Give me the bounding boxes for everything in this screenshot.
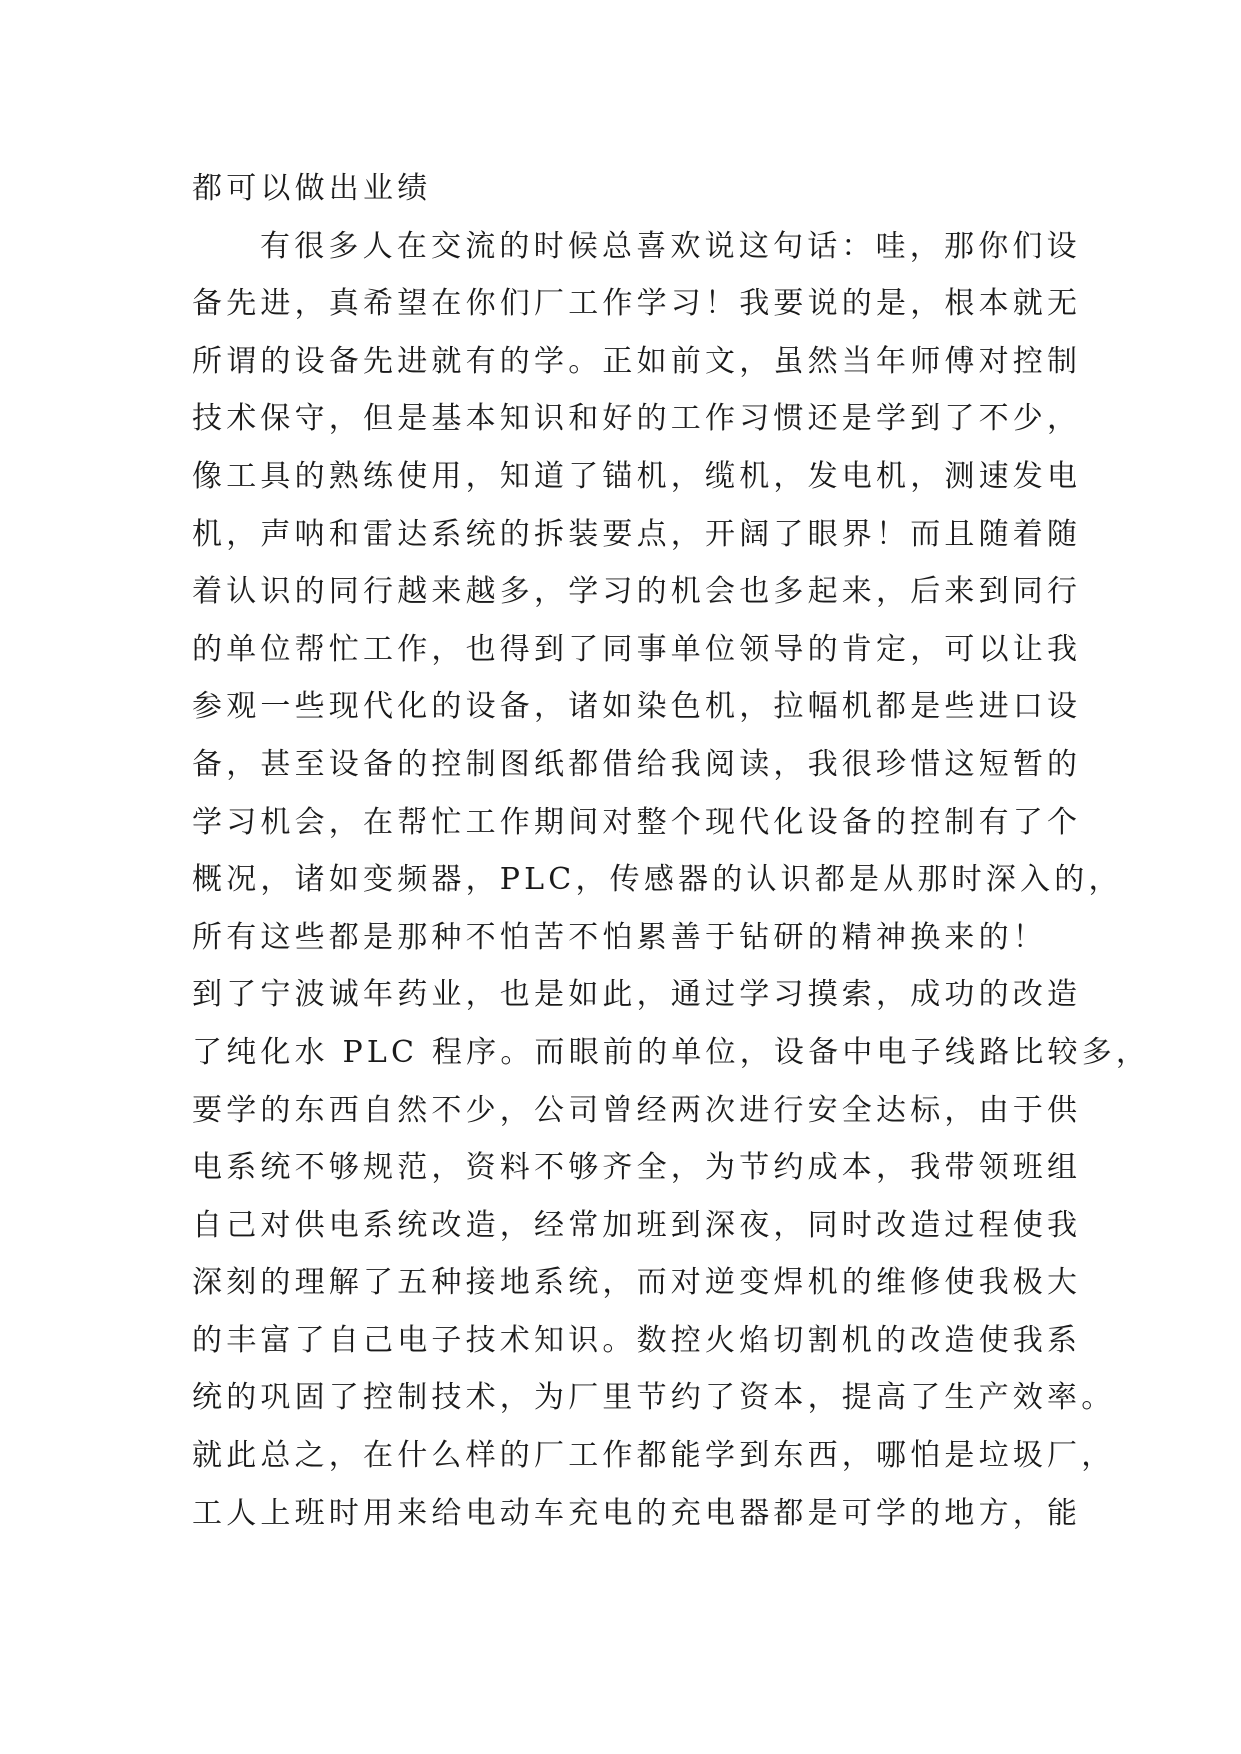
text-line: 的丰富了自己电子技术知识。数控火焰切割机的改造使我系 xyxy=(192,1322,1082,1358)
text-line: 电系统不够规范，资料不够齐全，为节约成本，我带领班组 xyxy=(192,1150,1082,1186)
text-line: 到了宁波诚年药业，也是如此，通过学习摸索，成功的改造 xyxy=(192,977,1082,1013)
text-line: 所谓的设备先进就有的学。正如前文，虽然当年师傅对控制 xyxy=(192,343,1082,379)
text-line: 就此总之，在什么样的厂工作都能学到东西，哪怕是垃圾厂， xyxy=(192,1438,1116,1474)
text-line: 机，声呐和雷达系统的拆装要点，开阔了眼界！而且随着随 xyxy=(192,516,1082,552)
text-line: 参观一些现代化的设备，诸如染色机，拉幅机都是些进口设 xyxy=(192,689,1082,725)
text-line: 统的巩固了控制技术，为厂里节约了资本，提高了生产效率。 xyxy=(192,1380,1116,1416)
text-line: 备先进，真希望在你们厂工作学习！我要说的是，根本就无 xyxy=(192,286,1082,322)
text-line: 学习机会，在帮忙工作期间对整个现代化设备的控制有了个 xyxy=(192,804,1082,840)
text-line: 着认识的同行越来越多，学习的机会也多起来，后来到同行 xyxy=(192,574,1082,610)
text-line: 概况，诸如变频器，PLC，传感器的认识都是从那时深入的， xyxy=(192,862,1123,898)
text-line: 要学的东西自然不少，公司曾经两次进行安全达标，由于供 xyxy=(192,1092,1082,1128)
text-line: 像工具的熟练使用，知道了锚机，缆机，发电机，测速发电 xyxy=(192,458,1082,494)
body-text xyxy=(192,160,1151,1542)
text-line: 所有这些都是那种不怕苦不怕累善于钻研的精神换来的！ xyxy=(192,919,1047,955)
text-line: 深刻的理解了五种接地系统，而对逆变焊机的维修使我极大 xyxy=(192,1265,1082,1301)
paragraph-first-line: 有很多人在交流的时候总喜欢说这句话：哇，那你们设 xyxy=(260,228,1081,264)
text-line: 的单位帮忙工作，也得到了同事单位领导的肯定，可以让我 xyxy=(192,631,1082,667)
text-line: 备，甚至设备的控制图纸都借给我阅读，我很珍惜这短暂的 xyxy=(192,746,1082,782)
text-line: 了纯化水 PLC 程序。而眼前的单位，设备中电子线路比较多， xyxy=(192,1034,1151,1070)
text-line: 工人上班时用来给电动车充电的充电器都是可学的地方，能 xyxy=(192,1495,1082,1531)
text-line: 技术保守，但是基本知识和好的工作习惯还是学到了不少， xyxy=(192,401,1082,437)
text-line: 都可以做出业绩 xyxy=(192,171,432,206)
text-line: 自己对供电系统改造，经常加班到深夜，同时改造过程使我 xyxy=(192,1207,1082,1243)
